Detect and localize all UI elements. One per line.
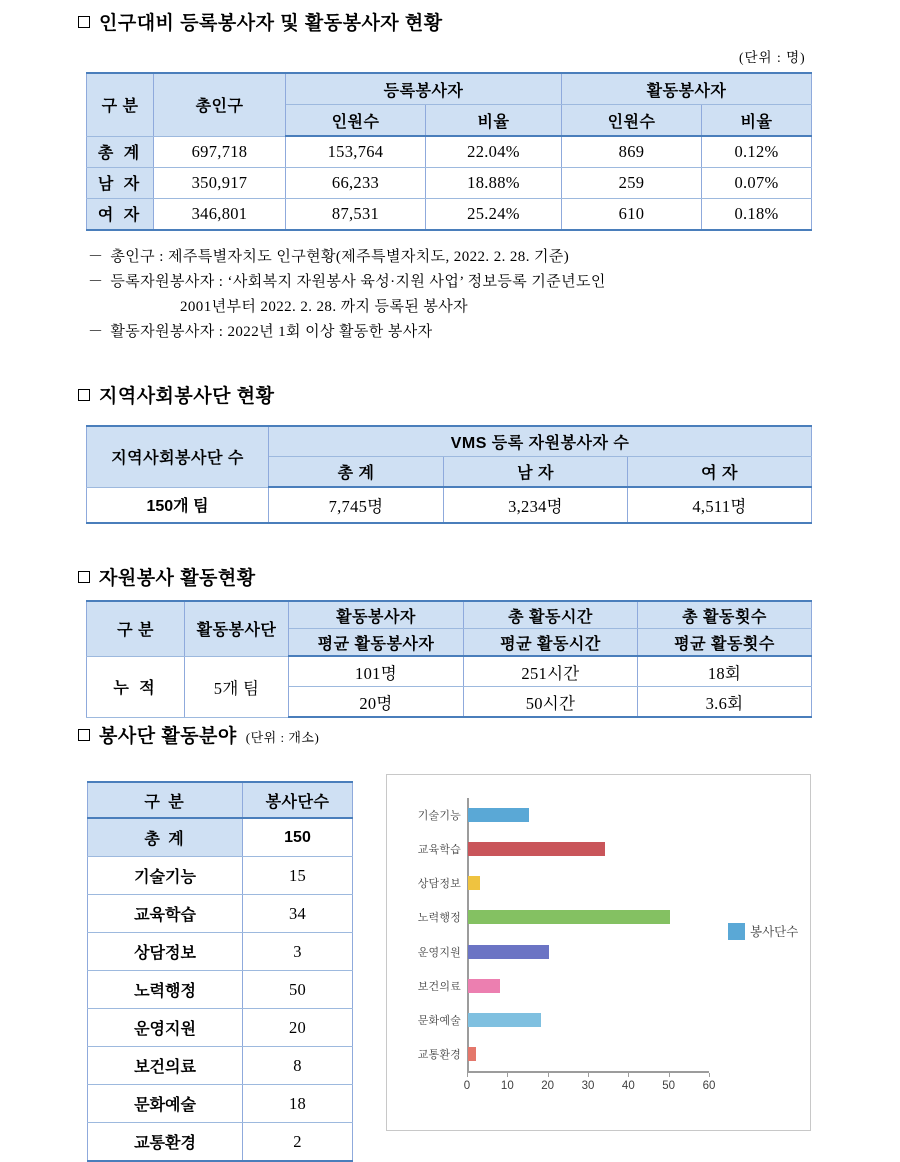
unit-note-1: (단위 : 명)	[739, 50, 806, 65]
chart-x-tick-label: 60	[702, 1080, 716, 1092]
chart-x-tick	[588, 1073, 589, 1077]
table-row	[88, 971, 353, 1009]
cell-corps-count: 150개 팀	[87, 487, 269, 523]
cell-reg-ratio-male: 18.88%	[426, 167, 562, 198]
table-row	[88, 1085, 353, 1123]
row-label-culture: 문화예술	[88, 1085, 243, 1123]
cell-vms-total: 7,745명	[269, 487, 444, 523]
cell-value-culture: 18	[243, 1085, 353, 1123]
chart-x-tick-label: 50	[662, 1080, 676, 1092]
row-label-total: 총 계	[88, 818, 243, 857]
chart-x-tick	[628, 1073, 629, 1077]
cell-avg-volunteers: 20명	[289, 687, 464, 718]
chart-category-label: 문화예술	[417, 1014, 461, 1027]
header-active-volunteers: 활동봉사자	[289, 601, 464, 629]
chart-x-tick	[467, 1073, 468, 1077]
row-label-counseling: 상담정보	[88, 933, 243, 971]
header-total-times: 총 활동횟수	[638, 601, 812, 629]
header-total: 총 계	[269, 457, 444, 488]
section-heading-community-corps	[78, 381, 274, 408]
header-avg-active-volunteers: 평균 활동봉사자	[289, 629, 464, 657]
header-division: 구 분	[87, 601, 185, 656]
section-2-title: 지역사회봉사단 현황	[99, 386, 275, 407]
cell-reg-count-total: 153,764	[286, 136, 426, 167]
footnote-3	[88, 320, 606, 345]
chart-x-tick	[669, 1073, 670, 1077]
table-header-row	[87, 426, 812, 457]
table-row	[87, 198, 812, 230]
section-1-title: 인구대비 등록봉사자 및 활동봉사자 현황	[99, 13, 443, 34]
header-registered-volunteers: 등록봉사자	[286, 73, 562, 105]
footnote-1	[88, 245, 606, 270]
table-row	[88, 818, 353, 857]
table-row	[88, 1009, 353, 1047]
chart-x-tick-label: 10	[500, 1080, 514, 1092]
table-row	[87, 656, 812, 687]
chart-category-label: 기술기능	[417, 810, 461, 823]
header-female: 여 자	[628, 457, 812, 488]
cell-reg-ratio-total: 22.04%	[426, 136, 562, 167]
chart-category-label: 보건의료	[417, 980, 461, 993]
chart-y-axis	[467, 798, 469, 1071]
header-registered-count: 인원수	[286, 105, 426, 137]
table-header-row	[88, 782, 353, 818]
square-bullet-icon	[78, 571, 90, 583]
header-total-hours: 총 활동시간	[464, 601, 638, 629]
chart-category-label: 교통환경	[417, 1048, 461, 1061]
row-label-technical: 기술기능	[88, 857, 243, 895]
cell-reg-ratio-female: 25.24%	[426, 198, 562, 230]
square-bullet-icon	[78, 16, 90, 28]
footnotes-block	[88, 245, 606, 345]
cell-reg-count-female: 87,531	[286, 198, 426, 230]
cell-value-transport: 2	[243, 1123, 353, 1162]
cell-act-count-male: 259	[562, 167, 702, 198]
table-population-vs-volunteers	[86, 72, 812, 231]
table-volunteer-activity	[86, 600, 812, 718]
cell-total-hours: 251시간	[464, 656, 638, 687]
dash-marker: －	[88, 324, 104, 340]
cell-act-ratio-male: 0.07%	[702, 167, 812, 198]
header-active-ratio: 비율	[702, 105, 812, 137]
cell-vms-female: 4,511명	[628, 487, 812, 523]
row-label-female: 여 자	[87, 198, 154, 230]
unit-note-4: (단위 : 개소)	[245, 730, 320, 745]
chart-bar	[468, 1047, 476, 1061]
row-label-cumulative: 누 적	[87, 656, 185, 717]
row-label-health: 보건의료	[88, 1047, 243, 1085]
header-vms-registered: VMS 등록 자원봉사자 수	[269, 426, 812, 457]
footnote-2b-text: 2001년부터 2022. 2. 28. 까지 등록된 봉사자	[180, 299, 469, 315]
cell-act-ratio-total: 0.12%	[702, 136, 812, 167]
chart-category-label: 교육학습	[417, 844, 461, 857]
table-row	[88, 933, 353, 971]
cell-population-male: 350,917	[154, 167, 286, 198]
row-label-operations: 운영지원	[88, 1009, 243, 1047]
row-label-male: 남 자	[87, 167, 154, 198]
header-active-corps: 활동봉사단	[185, 601, 289, 656]
cell-value-labor-admin: 50	[243, 971, 353, 1009]
cell-avg-hours: 50시간	[464, 687, 638, 718]
header-avg-times: 평균 활동횟수	[638, 629, 812, 657]
cell-value-total: 150	[243, 818, 353, 857]
header-registered-ratio: 비율	[426, 105, 562, 137]
cell-value-technical: 15	[243, 857, 353, 895]
footnote-2-text: 등록자원봉사자 : ‘사회복지 자원봉사 육성·지원 사업’ 정보등록 기준년도인	[110, 274, 606, 290]
section-heading-activity-status	[78, 563, 256, 590]
legend-label: 봉사단수	[750, 925, 799, 939]
footnote-3-text: 활동자원봉사자 : 2022년 1회 이상 활동한 봉사자	[110, 324, 433, 340]
header-active-volunteers: 활동봉사자	[562, 73, 812, 105]
chart-x-tick-label: 20	[541, 1080, 555, 1092]
dash-marker: －	[88, 249, 104, 265]
section-4-title: 봉사단 활동분야	[99, 726, 237, 747]
chart-bar	[468, 876, 480, 890]
cell-value-operations: 20	[243, 1009, 353, 1047]
header-corps-count: 지역사회봉사단 수	[87, 426, 269, 487]
section-3-title: 자원봉사 활동현황	[99, 568, 256, 589]
cell-value-counseling: 3	[243, 933, 353, 971]
chart-x-tick	[548, 1073, 549, 1077]
cell-act-count-total: 869	[562, 136, 702, 167]
dash-marker: －	[88, 274, 104, 290]
chart-x-tick-label: 0	[463, 1080, 471, 1092]
chart-x-tick-label: 40	[621, 1080, 635, 1092]
chart-x-tick	[709, 1073, 710, 1077]
header-avg-hours: 평균 활동시간	[464, 629, 638, 657]
bar-chart-activity-fields	[386, 774, 811, 1131]
chart-x-tick	[507, 1073, 508, 1077]
chart-bar	[468, 979, 500, 993]
table-row	[88, 1047, 353, 1085]
chart-bar	[468, 945, 549, 959]
footnote-2-continued	[88, 295, 606, 320]
table-row	[87, 136, 812, 167]
cell-act-ratio-female: 0.18%	[702, 198, 812, 230]
chart-bar	[468, 808, 529, 822]
chart-x-tick-label: 30	[581, 1080, 595, 1092]
header-male: 남 자	[444, 457, 628, 488]
row-label-total: 총 계	[87, 136, 154, 167]
chart-bar	[468, 1013, 541, 1027]
header-corps-number: 봉사단수	[243, 782, 353, 818]
cell-reg-count-male: 66,233	[286, 167, 426, 198]
chart-category-label: 운영지원	[417, 946, 461, 959]
square-bullet-icon	[78, 729, 90, 741]
chart-legend	[728, 922, 798, 940]
square-bullet-icon	[78, 389, 90, 401]
cell-avg-times: 3.6회	[638, 687, 812, 718]
table-row	[87, 167, 812, 198]
cell-total-times: 18회	[638, 656, 812, 687]
table-row	[87, 487, 812, 523]
chart-bar	[468, 842, 605, 856]
chart-bar	[468, 910, 670, 924]
cell-value-health: 8	[243, 1047, 353, 1085]
header-active-count: 인원수	[562, 105, 702, 137]
footnote-2	[88, 270, 606, 295]
table-header-row	[87, 73, 812, 105]
header-division: 구 분	[88, 782, 243, 818]
table-row	[88, 857, 353, 895]
cell-population-total: 697,718	[154, 136, 286, 167]
table-community-corps	[86, 425, 812, 524]
header-division: 구 분	[87, 73, 154, 136]
section-heading-population	[78, 8, 443, 35]
table-row	[88, 1123, 353, 1162]
row-label-labor-admin: 노력행정	[88, 971, 243, 1009]
cell-act-count-female: 610	[562, 198, 702, 230]
table-header-row	[87, 601, 812, 629]
table-row	[88, 895, 353, 933]
header-total-population: 총인구	[154, 73, 286, 136]
chart-category-label: 상담정보	[417, 878, 461, 891]
cell-value-education: 34	[243, 895, 353, 933]
cell-population-female: 346,801	[154, 198, 286, 230]
row-label-transport: 교통환경	[88, 1123, 243, 1162]
table-activity-fields	[87, 781, 353, 1162]
footnote-1-text: 총인구 : 제주특별자치도 인구현황(제주특별자치도, 2022. 2. 28. 기준)	[110, 249, 570, 265]
row-label-education: 교육학습	[88, 895, 243, 933]
chart-plot-area	[387, 775, 810, 1130]
section-heading-activity-fields	[78, 721, 319, 748]
legend-color-swatch	[728, 923, 745, 940]
chart-category-label: 노력행정	[417, 912, 461, 925]
cell-active-volunteers: 101명	[289, 656, 464, 687]
cell-vms-male: 3,234명	[444, 487, 628, 523]
cell-active-corps: 5개 팀	[185, 656, 289, 717]
